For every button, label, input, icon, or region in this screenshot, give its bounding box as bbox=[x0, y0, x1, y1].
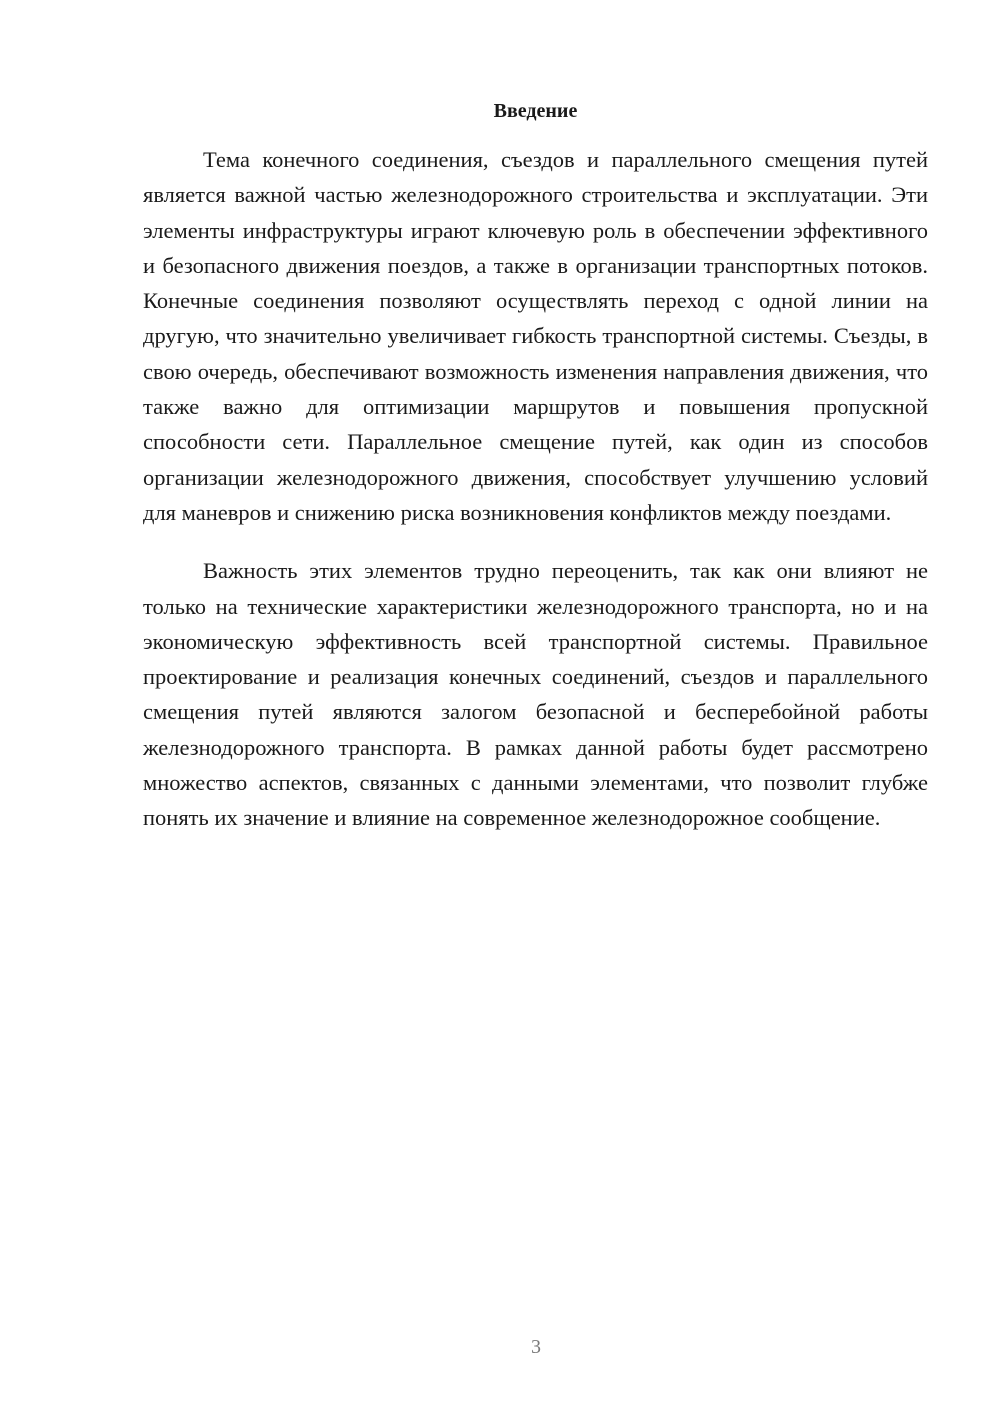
paragraph-2: Важность этих элементов трудно переоценить, так как они влияют не только на технические характеристики железнодорожного транспорта, но и на экономическую эффективность всей транспортной системы. Правильное проектирование и реализация конечных соединений, съездов и параллельного смещения путей являются залогом безопасной и бесперебойной работы железнодорожного транспорта. В рамках данной работы будет рассмотрено множество аспектов, связанных с данными элементами, что позволит глубже понять их значение и влияние на современное железнодорожное сообщение. bbox=[143, 558, 928, 831]
section-heading: Введение bbox=[493, 100, 578, 122]
paragraph-1: Тема конечного соединения, съездов и параллельного смещения путей является важной частью железнодорожного строительства и эксплуатации. Эти элементы инфраструктуры играют ключевую роль в обеспечении эффективного и безопасного движения поездов, а также в организации транспортных потоков. Конечные соединения позволяют осуществлять переход с одной линии на другую, что значительно увеличивает гибкость транспортной системы. Съезды, в свою очередь, обеспечивают возможность изменения направления движения, что также важно для оптимизации маршрутов и повышения пропускной способности сети. Параллельное смещение путей, как один из способов организации железнодорожного движения, способствует улучшению условий для маневров и снижению риска возникновения конфликтов между поездами. bbox=[143, 147, 928, 525]
page-number: 3 bbox=[531, 1336, 541, 1358]
body-text bbox=[143, 142, 928, 836]
